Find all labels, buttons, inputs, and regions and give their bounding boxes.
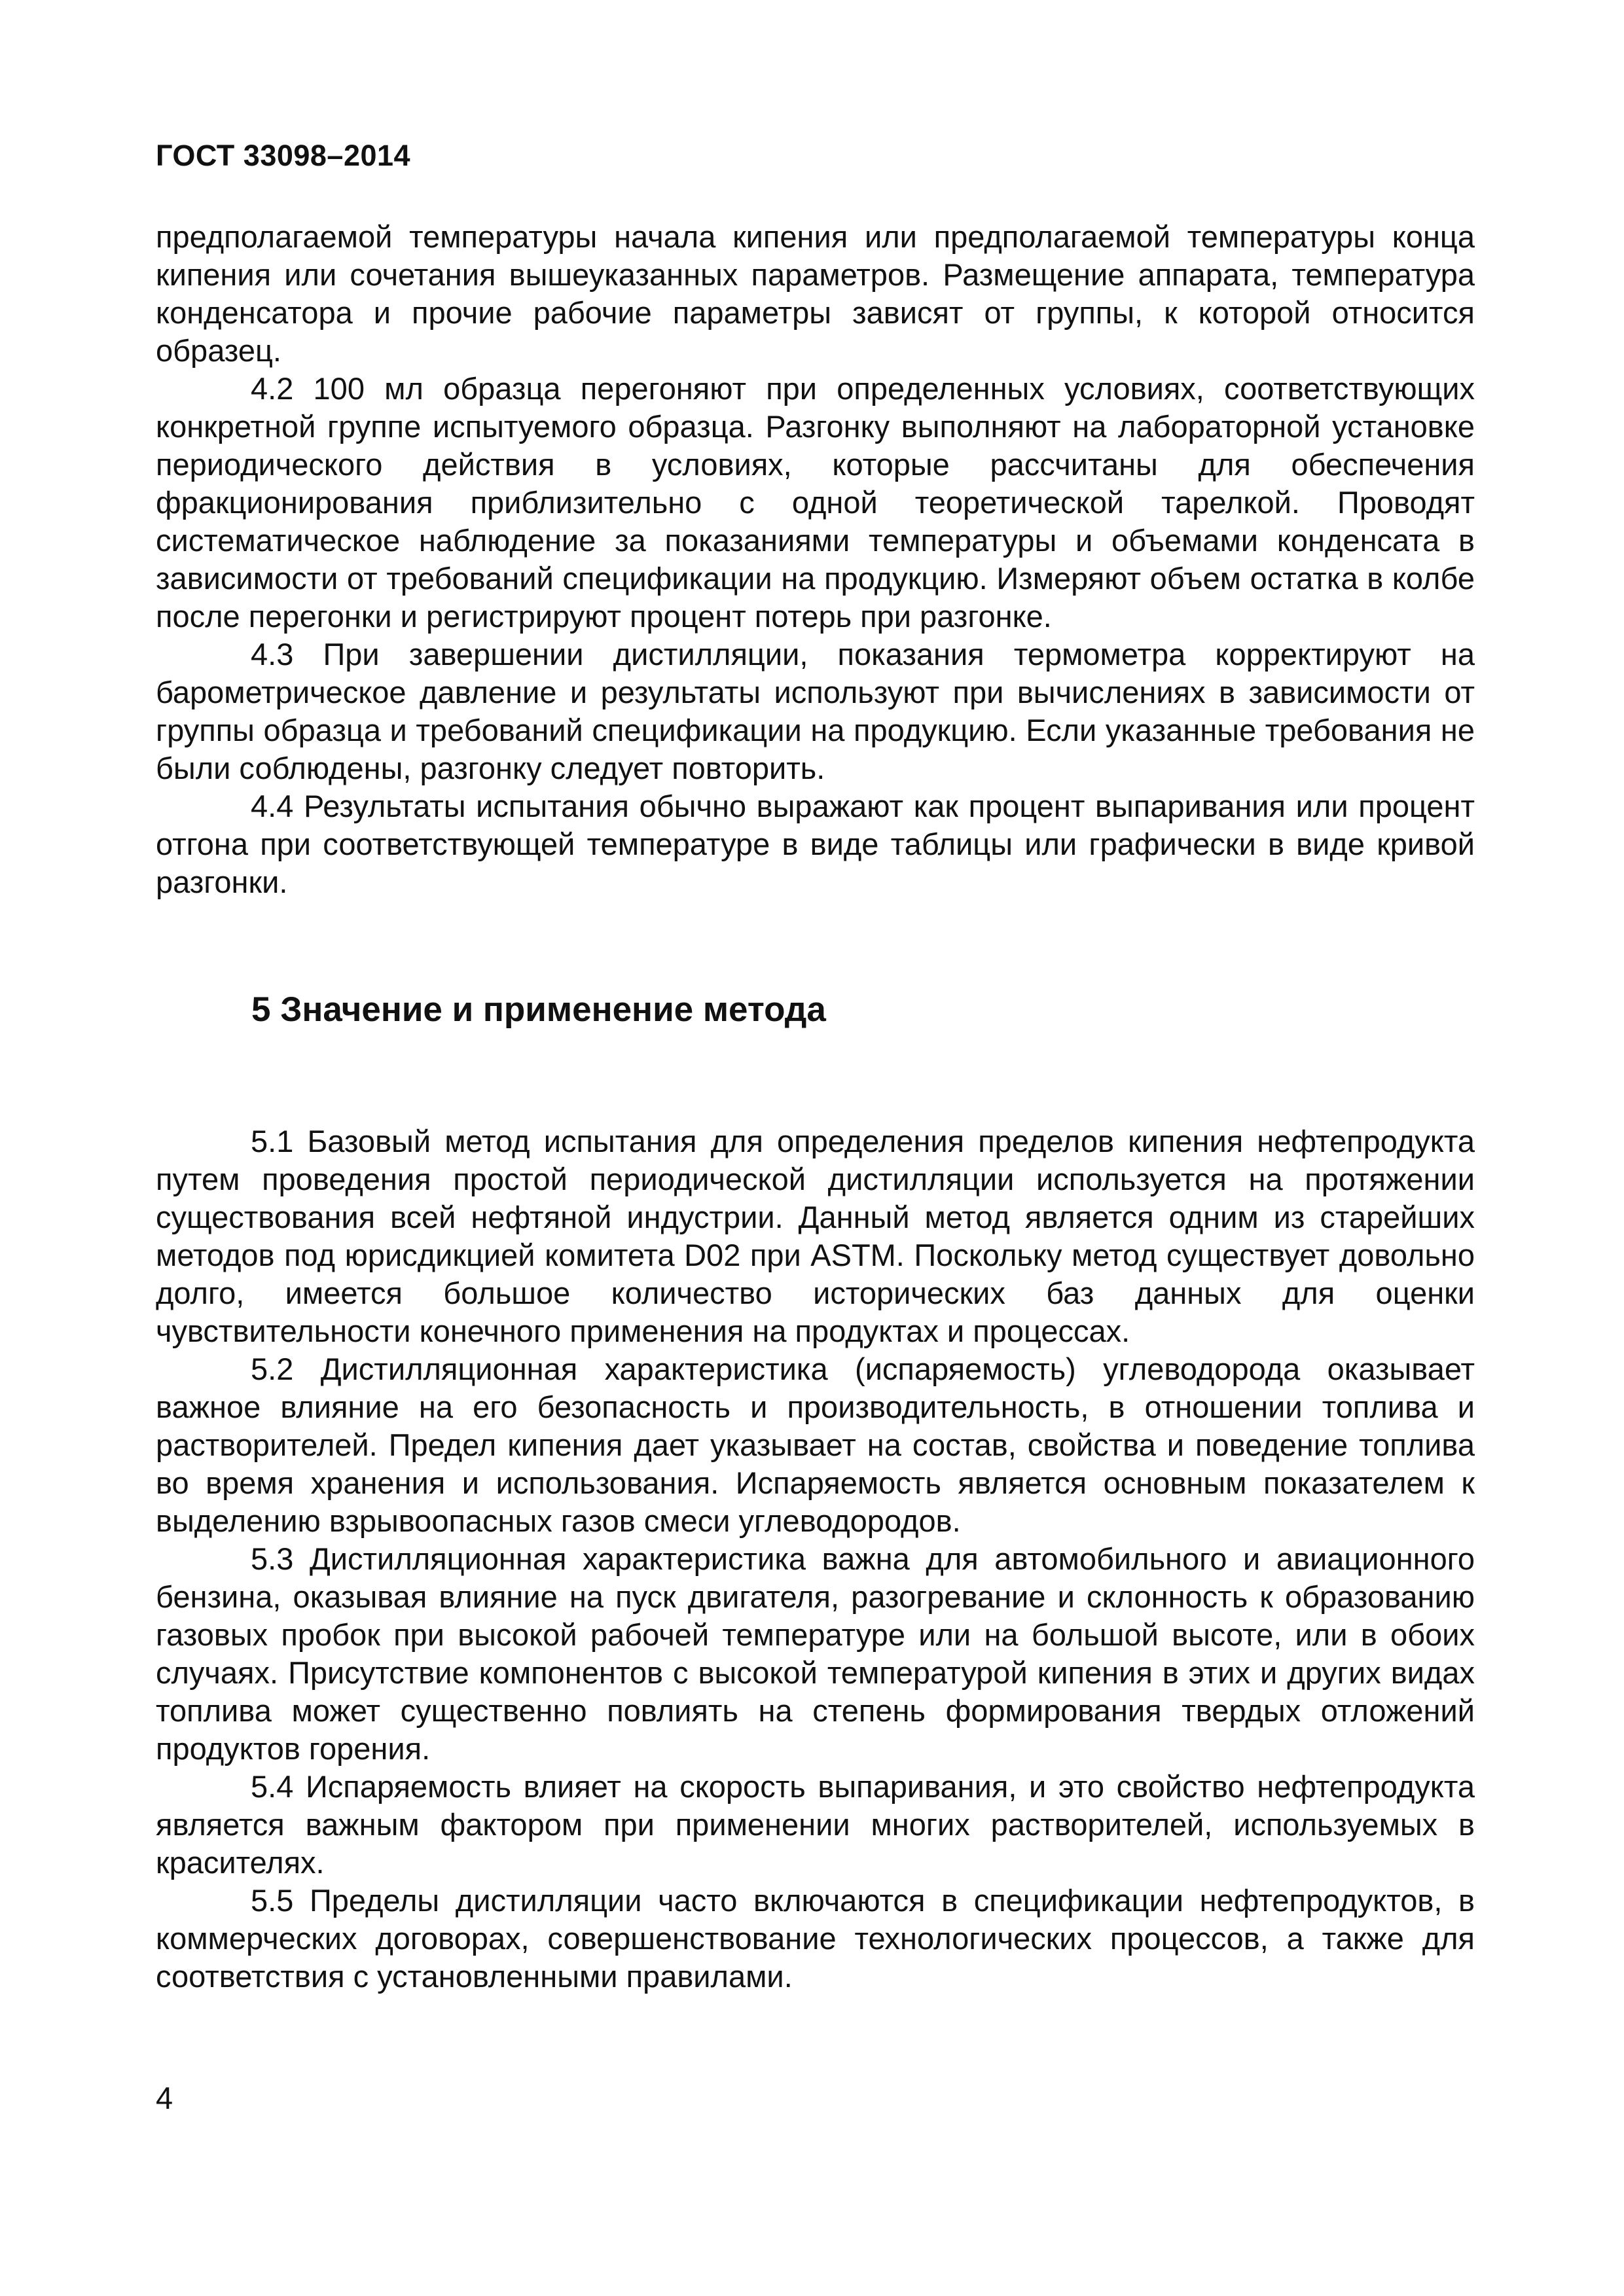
paragraph: предполагаемой температуры начала кипения или предполагаемой температуры конца кипения или сочетания вышеуказанных параметров. Размещение аппарата, температура конденсатора и прочие рабочие параметры зависят от группы, к которой относится образец.	[156, 219, 1475, 368]
paragraph-4-4: 4.4 Результаты испытания обычно выражают как процент выпаривания или процент отгона при соответствующей температуре в виде таблицы или графически в виде кривой разгонки.	[156, 789, 1475, 899]
section-5-text-block	[156, 1122, 1475, 1996]
paragraph-5-2: 5.2 Дистилляционная характеристика (испаряемость) углеводорода оказывает важное влияние на его безопасность и производительность, в отношении топлива и растворителей. Предел кипения дает указывает на состав, свойства и поведение топлива во время хранения и использования. Испаряемость является основным показателем к выделению взрывоопасных газов смеси углеводородов.	[156, 1352, 1475, 1538]
paragraph-5-3: 5.3 Дистилляционная характеристика важна для автомобильного и авиационного бензина, оказывая влияние на пуск двигателя, разогревание и склонность к образованию газовых пробок при высокой рабочей температуре или на большой высоте, или в обоих случаях. Присутствие компонентов с высокой температурой кипения в этих и других видах топлива может существенно повлиять на степень формирования твердых отложений продуктов горения.	[156, 1541, 1475, 1766]
intro-text-block	[156, 218, 1475, 901]
paragraph-4-2: 4.2 100 мл образца перегоняют при определенных условиях, соответствующих конкретной группе испытуемого образца. Разгонку выполняют на лабораторной установке периодического действия в условиях, которые рассчитаны для обеспечения фракционирования приблизительно с одной теоретической тарелкой. Проводят систематическое наблюдение за показаниями температуры и объемами конденсата в зависимости от требований спецификации на продукцию. Измеряют объем остатка в колбе после перегонки и регистрируют процент потерь при разгонке.	[156, 371, 1475, 634]
page-number: 4	[156, 2081, 173, 2115]
document-header: ГОСТ 33098–2014	[156, 139, 411, 172]
paragraph-4-3: 4.3 При завершении дистилляции, показания термометра корректируют на барометрическое давление и результаты используют при вычислениях в зависимости от группы образца и требований спецификации на продукцию. Если указанные требования не были соблюдены, разгонку следует повторить.	[156, 637, 1475, 785]
paragraph-5-4: 5.4 Испаряемость влияет на скорость выпаривания, и это свойство нефтепродукта является важным фактором при применении многих растворителей, используемых в красителях.	[156, 1769, 1475, 1880]
paragraph-5-5: 5.5 Пределы дистилляции часто включаются в спецификации нефтепродуктов, в коммерческих договорах, совершенствование технологических процессов, а также для соответствия с установленными правилами.	[156, 1883, 1475, 1994]
section-title: 5 Значение и применение метода	[251, 990, 826, 1029]
paragraph-5-1: 5.1 Базовый метод испытания для определения пределов кипения нефтепродукта путем проведения простой периодической дистилляции используется на протяжении существования всей нефтяной индустрии. Данный метод является одним из старейших методов под юрисдикцией комитета D02 при ASTM. Поскольку метод существует довольно долго, имеется большое количество исторических баз данных для оценки чувствительности конечного применения на продуктах и процессах.	[156, 1124, 1475, 1348]
